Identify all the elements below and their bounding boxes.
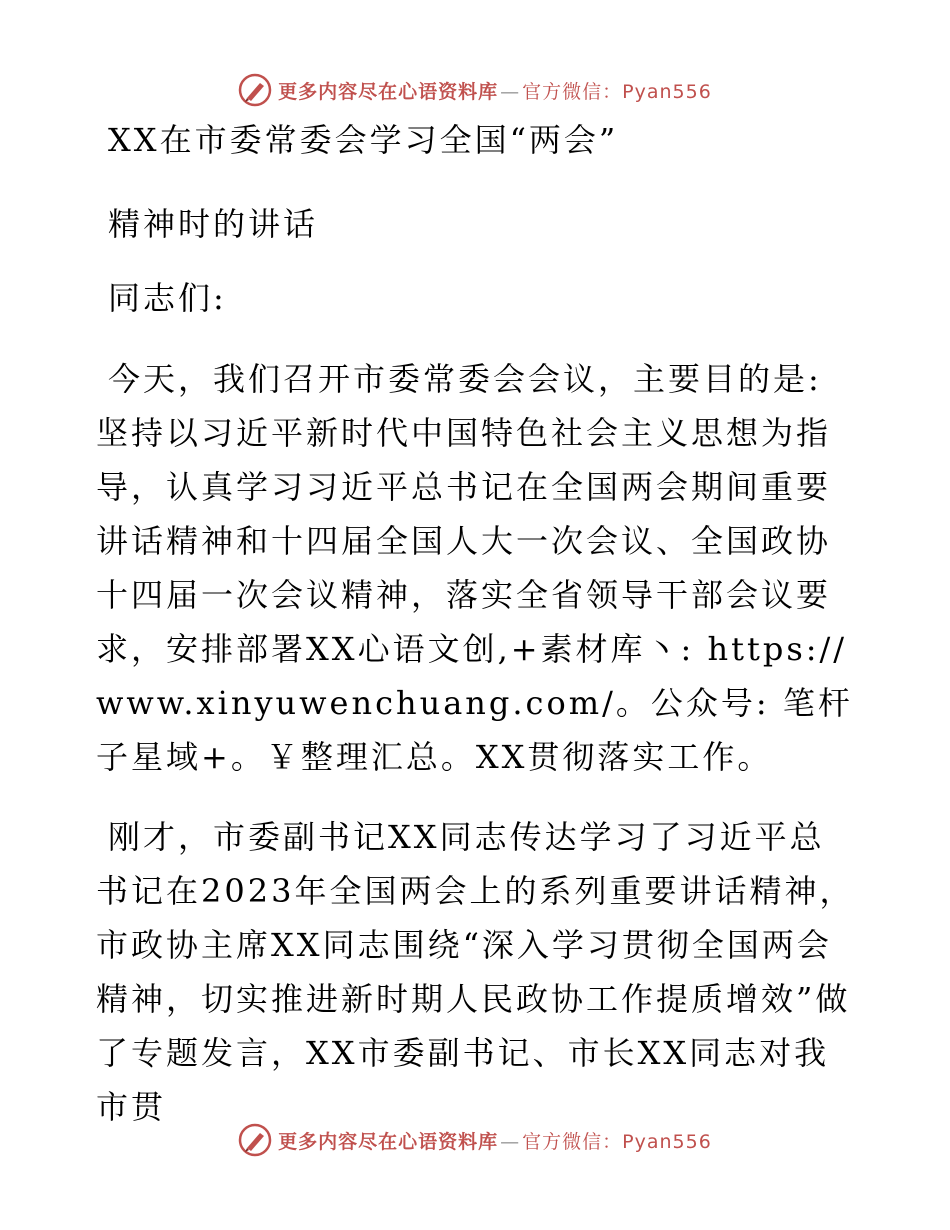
header-watermark-banner: [0, 70, 950, 110]
banner-separator: —: [500, 80, 521, 103]
title-line-1: XX在市委常委会学习全国“两会”: [108, 121, 619, 159]
banner-separator: —: [500, 1130, 521, 1153]
banner-text: [278, 1127, 712, 1154]
banner-main: 更多内容尽在心语资料库: [278, 80, 499, 103]
pen-logo-icon: [238, 1123, 272, 1157]
document-body: [96, 118, 856, 1134]
paragraph-1: 今天，我们召开市委常委会会议，主要目的是:坚持以习近平新时代中国特色社会主义思想为指导，认真学习习近平总书记在全国两会期间重要讲话精神和十四届全国人大一次会议、全国政协十四届一次会议精神，落实全省领导干部会议要求，安排部署XX心语文创,+素材库丶: https://www.xinyuwenchuang.com/。公众号: 笔杆子星域+。￥整理汇总。XX贯彻落实工作。: [96, 360, 853, 776]
banner-text: [278, 77, 712, 104]
pen-logo-icon: [238, 73, 272, 107]
paragraph-2: 刚才，市委副书记XX同志传达学习了习近平总书记在2023年全国两会上的系列重要讲话精神，市政协主席XX同志围绕“深入学习贯彻全国两会精神，切实推进新时期人民政协工作提质增效”做了专题发言，XX市委副书记、市长XX同志对我市贯: [96, 818, 855, 1126]
salutation: 同志们:: [108, 279, 227, 317]
title-line-2: 精神时的讲话: [108, 205, 319, 243]
banner-main: 更多内容尽在心语资料库: [278, 1130, 499, 1153]
banner-account: 官方微信：Pyan556: [522, 1130, 712, 1153]
footer-watermark-banner: [0, 1120, 950, 1160]
banner-account: 官方微信：Pyan556: [522, 80, 712, 103]
